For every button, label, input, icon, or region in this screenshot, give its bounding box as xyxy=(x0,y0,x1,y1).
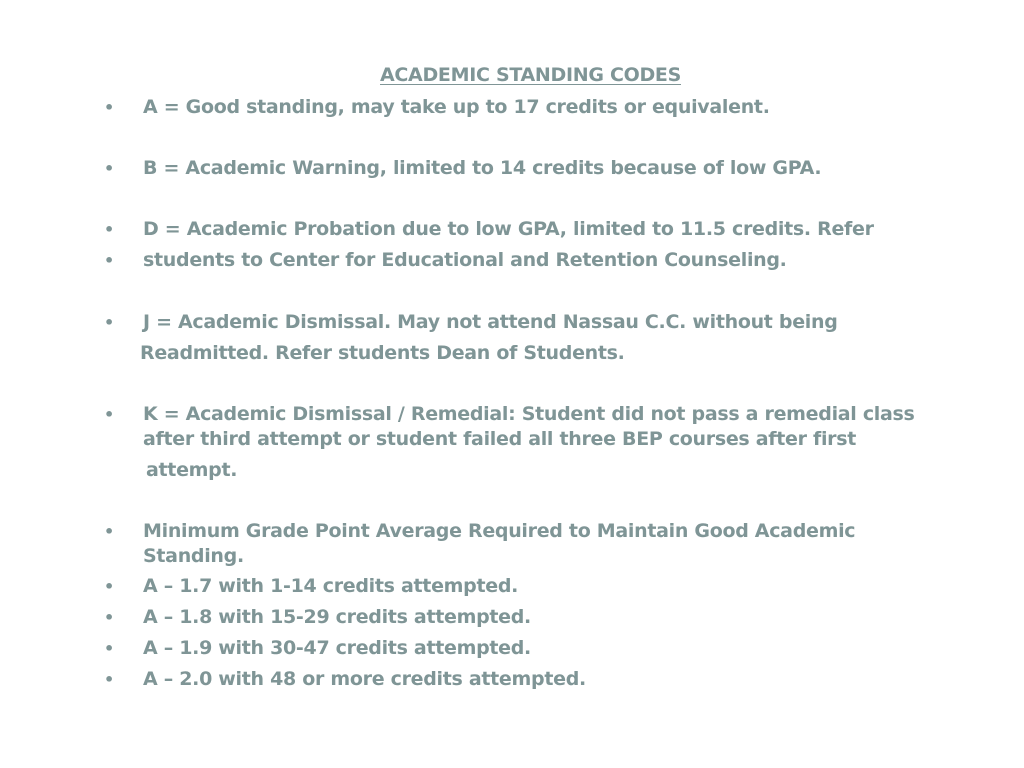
list-item-gpa-tier-3: A – 1.9 with 30-47 credits attempted. xyxy=(143,637,531,659)
bullet-icon: • xyxy=(104,522,114,541)
bullet-icon: • xyxy=(104,577,114,596)
slide-title: ACADEMIC STANDING CODES xyxy=(380,64,681,86)
bullet-icon: • xyxy=(104,98,114,117)
list-item-code-j-continued: Readmitted. Refer students Dean of Students. xyxy=(140,342,625,364)
list-item-code-d: D = Academic Probation due to low GPA, limited to 11.5 credits. Refer xyxy=(143,218,874,240)
bullet-icon: • xyxy=(104,220,114,239)
bullet-icon: • xyxy=(104,251,114,270)
list-item-code-k-end: attempt. xyxy=(146,459,238,481)
list-item-code-k: K = Academic Dismissal / Remedial: Student did not pass a remedial class xyxy=(143,403,915,425)
list-item-gpa-tier-2: A – 1.8 with 15-29 credits attempted. xyxy=(143,606,531,628)
bullet-icon: • xyxy=(104,405,114,424)
list-item-code-d-continued: students to Center for Educational and Retention Counseling. xyxy=(143,249,787,271)
bullet-icon: • xyxy=(104,159,114,178)
list-item-minimum-gpa: Minimum Grade Point Average Required to Maintain Good Academic xyxy=(143,520,856,542)
list-item-gpa-tier-4: A – 2.0 with 48 or more credits attempted. xyxy=(143,668,586,690)
list-item-code-a: A = Good standing, may take up to 17 credits or equivalent. xyxy=(143,96,770,118)
bullet-icon: • xyxy=(104,639,114,658)
bullet-icon: • xyxy=(104,608,114,627)
list-item-minimum-gpa-continued: Standing. xyxy=(143,545,244,567)
bullet-icon: • xyxy=(104,670,114,689)
list-item-code-j: J = Academic Dismissal. May not attend Nassau C.C. without being xyxy=(143,311,838,333)
list-item-code-b: B = Academic Warning, limited to 14 credits because of low GPA. xyxy=(143,157,822,179)
list-item-code-k-continued: after third attempt or student failed all three BEP courses after first xyxy=(143,428,857,450)
list-item-gpa-tier-1: A – 1.7 with 1-14 credits attempted. xyxy=(143,575,519,597)
bullet-icon: • xyxy=(104,313,114,332)
